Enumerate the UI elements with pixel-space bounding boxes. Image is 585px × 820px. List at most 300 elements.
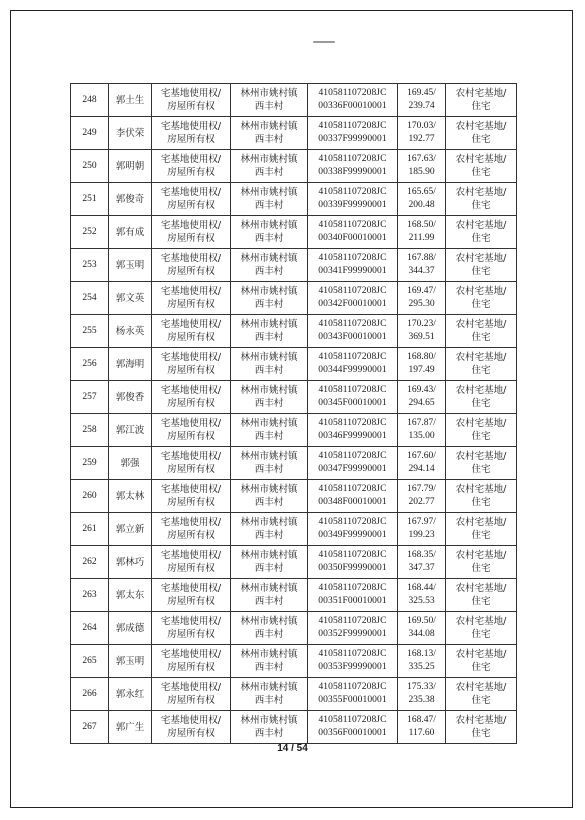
unit-code-line: 00351F00010001 — [318, 596, 387, 606]
table-row — [71, 678, 517, 711]
usage-line: 农村宅基地/ — [455, 253, 507, 264]
property-registry-table — [70, 83, 517, 744]
right-type-line: 宅基地使用权/ — [160, 649, 222, 660]
scan-mark — [313, 41, 335, 43]
unit-code-line: 00339F99990001 — [318, 200, 387, 210]
location-cell — [231, 381, 308, 414]
location-cell — [231, 216, 308, 249]
usage-line: 住宅 — [471, 233, 491, 244]
location-line: 林州市姚村镇 — [240, 88, 298, 99]
registry-table-body — [71, 84, 517, 744]
owner-name-cell: 郭立新 — [109, 513, 152, 546]
location-cell — [231, 678, 308, 711]
area-cell — [398, 117, 446, 150]
table-row — [71, 282, 517, 315]
owner-name-cell: 郭玉明 — [109, 249, 152, 282]
right-type-line: 房屋所有权 — [167, 497, 215, 508]
usage-cell — [446, 315, 517, 348]
location-cell — [231, 447, 308, 480]
area-line: 235.38 — [408, 695, 435, 705]
location-line: 林州市姚村镇 — [240, 715, 298, 726]
table-row — [71, 711, 517, 744]
area-line: 325.53 — [408, 596, 435, 606]
table-row — [71, 348, 517, 381]
usage-line: 住宅 — [471, 398, 491, 409]
row-number-cell: 251 — [71, 183, 109, 216]
unit-code-cell — [308, 447, 398, 480]
usage-line: 农村宅基地/ — [455, 121, 507, 132]
right-type-line: 宅基地使用权/ — [160, 88, 222, 99]
unit-code-cell — [308, 216, 398, 249]
location-line: 西丰村 — [254, 728, 284, 739]
right-type-line: 宅基地使用权/ — [160, 616, 222, 627]
location-line: 西丰村 — [254, 101, 284, 112]
area-line: 200.48 — [408, 200, 435, 210]
unit-code-line: 00344F99990001 — [318, 365, 387, 375]
location-cell — [231, 579, 308, 612]
location-line: 西丰村 — [254, 299, 284, 310]
right-type-cell — [152, 546, 231, 579]
right-type-line: 宅基地使用权/ — [160, 319, 222, 330]
right-type-cell — [152, 282, 231, 315]
table-row — [71, 612, 517, 645]
usage-cell — [446, 711, 517, 744]
usage-cell — [446, 117, 517, 150]
unit-code-line: 410581107208JC — [318, 517, 387, 527]
location-line: 西丰村 — [254, 695, 284, 706]
location-line: 林州市姚村镇 — [240, 286, 298, 297]
right-type-line: 房屋所有权 — [167, 728, 215, 739]
usage-line: 住宅 — [471, 101, 491, 112]
area-line: 168.50/ — [407, 220, 436, 230]
location-line: 西丰村 — [254, 464, 284, 475]
location-cell — [231, 84, 308, 117]
right-type-line: 宅基地使用权/ — [160, 220, 222, 231]
location-cell — [231, 183, 308, 216]
usage-line: 农村宅基地/ — [455, 88, 507, 99]
area-line: 239.74 — [408, 101, 435, 111]
usage-cell — [446, 216, 517, 249]
usage-line: 农村宅基地/ — [455, 319, 507, 330]
unit-code-line: 410581107208JC — [318, 220, 387, 230]
location-line: 林州市姚村镇 — [240, 484, 298, 495]
location-cell — [231, 282, 308, 315]
location-line: 西丰村 — [254, 662, 284, 673]
right-type-line: 宅基地使用权/ — [160, 517, 222, 528]
unit-code-line: 00346F99990001 — [318, 431, 387, 441]
table-row — [71, 315, 517, 348]
area-line: 369.51 — [408, 332, 435, 342]
table-row — [71, 150, 517, 183]
owner-name-cell: 郭明朝 — [109, 150, 152, 183]
area-line: 347.37 — [408, 563, 435, 573]
unit-code-cell — [308, 645, 398, 678]
usage-cell — [446, 645, 517, 678]
right-type-line: 房屋所有权 — [167, 299, 215, 310]
unit-code-line: 410581107208JC — [318, 715, 387, 725]
unit-code-cell — [308, 612, 398, 645]
location-line: 林州市姚村镇 — [240, 121, 298, 132]
usage-cell — [446, 381, 517, 414]
location-line: 林州市姚村镇 — [240, 517, 298, 528]
unit-code-line: 00349F99990001 — [318, 530, 387, 540]
location-line: 西丰村 — [254, 200, 284, 211]
table-row — [71, 414, 517, 447]
page-number — [0, 743, 585, 754]
row-number-cell: 252 — [71, 216, 109, 249]
area-line: 167.60/ — [407, 451, 436, 461]
location-line: 林州市姚村镇 — [240, 649, 298, 660]
unit-code-cell — [308, 84, 398, 117]
unit-code-line: 00355F00010001 — [318, 695, 387, 705]
location-line: 林州市姚村镇 — [240, 154, 298, 165]
right-type-line: 宅基地使用权/ — [160, 121, 222, 132]
location-line: 林州市姚村镇 — [240, 253, 298, 264]
area-line: 169.47/ — [407, 286, 436, 296]
location-cell — [231, 513, 308, 546]
owner-name-cell: 郭永红 — [109, 678, 152, 711]
usage-line: 农村宅基地/ — [455, 616, 507, 627]
area-cell — [398, 447, 446, 480]
right-type-line: 房屋所有权 — [167, 332, 215, 343]
location-line: 西丰村 — [254, 497, 284, 508]
right-type-line: 宅基地使用权/ — [160, 385, 222, 396]
right-type-line: 宅基地使用权/ — [160, 715, 222, 726]
right-type-line: 房屋所有权 — [167, 596, 215, 607]
right-type-line: 房屋所有权 — [167, 200, 215, 211]
owner-name-cell: 杨永英 — [109, 315, 152, 348]
location-line: 林州市姚村镇 — [240, 220, 298, 231]
right-type-line: 房屋所有权 — [167, 530, 215, 541]
location-line: 西丰村 — [254, 629, 284, 640]
unit-code-line: 410581107208JC — [318, 418, 387, 428]
usage-cell — [446, 447, 517, 480]
unit-code-cell — [308, 117, 398, 150]
location-line: 林州市姚村镇 — [240, 385, 298, 396]
area-cell — [398, 150, 446, 183]
location-cell — [231, 150, 308, 183]
area-cell — [398, 546, 446, 579]
unit-code-line: 00342F00010001 — [318, 299, 387, 309]
area-line: 344.08 — [408, 629, 435, 639]
right-type-line: 宅基地使用权/ — [160, 550, 222, 561]
row-number-cell: 255 — [71, 315, 109, 348]
area-line: 294.65 — [408, 398, 435, 408]
right-type-line: 房屋所有权 — [167, 365, 215, 376]
right-type-cell — [152, 414, 231, 447]
usage-cell — [446, 513, 517, 546]
unit-code-line: 00337F99990001 — [318, 134, 387, 144]
right-type-line: 房屋所有权 — [167, 266, 215, 277]
row-number-cell: 254 — [71, 282, 109, 315]
location-line: 西丰村 — [254, 233, 284, 244]
table-row — [71, 513, 517, 546]
unit-code-line: 410581107208JC — [318, 154, 387, 164]
unit-code-cell — [308, 150, 398, 183]
right-type-cell — [152, 348, 231, 381]
table-row — [71, 447, 517, 480]
right-type-line: 房屋所有权 — [167, 431, 215, 442]
unit-code-line: 410581107208JC — [318, 451, 387, 461]
area-line: 197.49 — [408, 365, 435, 375]
location-line: 西丰村 — [254, 398, 284, 409]
usage-line: 住宅 — [471, 365, 491, 376]
usage-line: 农村宅基地/ — [455, 418, 507, 429]
usage-line: 农村宅基地/ — [455, 286, 507, 297]
right-type-cell — [152, 381, 231, 414]
area-line: 168.13/ — [407, 649, 436, 659]
table-row — [71, 480, 517, 513]
row-number-cell: 265 — [71, 645, 109, 678]
area-cell — [398, 381, 446, 414]
right-type-cell — [152, 513, 231, 546]
right-type-cell — [152, 249, 231, 282]
page-separator: / — [288, 743, 297, 754]
right-type-line: 房屋所有权 — [167, 563, 215, 574]
row-number-cell: 261 — [71, 513, 109, 546]
unit-code-line: 410581107208JC — [318, 352, 387, 362]
area-line: 167.63/ — [407, 154, 436, 164]
area-line: 117.60 — [408, 728, 435, 738]
location-cell — [231, 612, 308, 645]
unit-code-line: 410581107208JC — [318, 253, 387, 263]
location-line: 西丰村 — [254, 530, 284, 541]
row-number-cell: 259 — [71, 447, 109, 480]
owner-name-cell: 李伏荣 — [109, 117, 152, 150]
location-line: 林州市姚村镇 — [240, 187, 298, 198]
location-line: 西丰村 — [254, 431, 284, 442]
location-line: 西丰村 — [254, 167, 284, 178]
area-cell — [398, 612, 446, 645]
usage-line: 住宅 — [471, 332, 491, 343]
unit-code-cell — [308, 513, 398, 546]
usage-line: 农村宅基地/ — [455, 352, 507, 363]
row-number-cell: 262 — [71, 546, 109, 579]
area-cell — [398, 579, 446, 612]
owner-name-cell: 郭太东 — [109, 579, 152, 612]
usage-line: 住宅 — [471, 497, 491, 508]
right-type-line: 房屋所有权 — [167, 134, 215, 145]
right-type-line: 房屋所有权 — [167, 167, 215, 178]
table-row — [71, 216, 517, 249]
unit-code-line: 410581107208JC — [318, 484, 387, 494]
right-type-line: 房屋所有权 — [167, 464, 215, 475]
unit-code-line: 00347F99990001 — [318, 464, 387, 474]
usage-line: 农村宅基地/ — [455, 451, 507, 462]
usage-cell — [446, 612, 517, 645]
right-type-line: 房屋所有权 — [167, 695, 215, 706]
usage-line: 住宅 — [471, 134, 491, 145]
owner-name-cell: 郭俊奇 — [109, 183, 152, 216]
location-line: 林州市姚村镇 — [240, 418, 298, 429]
unit-code-line: 410581107208JC — [318, 385, 387, 395]
area-line: 169.43/ — [407, 385, 436, 395]
unit-code-line: 00352F99990001 — [318, 629, 387, 639]
right-type-line: 宅基地使用权/ — [160, 682, 222, 693]
area-line: 167.97/ — [407, 517, 436, 527]
unit-code-cell — [308, 414, 398, 447]
right-type-line: 宅基地使用权/ — [160, 154, 222, 165]
right-type-cell — [152, 84, 231, 117]
area-cell — [398, 348, 446, 381]
unit-code-cell — [308, 381, 398, 414]
right-type-cell — [152, 480, 231, 513]
unit-code-line: 00338F99990001 — [318, 167, 387, 177]
unit-code-line: 410581107208JC — [318, 319, 387, 329]
row-number-cell: 257 — [71, 381, 109, 414]
usage-line: 农村宅基地/ — [455, 682, 507, 693]
usage-cell — [446, 282, 517, 315]
usage-cell — [446, 546, 517, 579]
unit-code-line: 00348F00010001 — [318, 497, 387, 507]
unit-code-line: 410581107208JC — [318, 583, 387, 593]
usage-line: 住宅 — [471, 464, 491, 475]
row-number-cell: 267 — [71, 711, 109, 744]
area-cell — [398, 282, 446, 315]
usage-line: 住宅 — [471, 200, 491, 211]
usage-cell — [446, 348, 517, 381]
table-row — [71, 183, 517, 216]
owner-name-cell: 郭玉明 — [109, 645, 152, 678]
usage-line: 农村宅基地/ — [455, 154, 507, 165]
location-line: 西丰村 — [254, 332, 284, 343]
unit-code-cell — [308, 711, 398, 744]
table-row — [71, 381, 517, 414]
right-type-line: 房屋所有权 — [167, 101, 215, 112]
usage-line: 农村宅基地/ — [455, 220, 507, 231]
right-type-cell — [152, 183, 231, 216]
area-line: 202.77 — [408, 497, 435, 507]
location-cell — [231, 480, 308, 513]
owner-name-cell: 郭成德 — [109, 612, 152, 645]
area-line: 135.00 — [408, 431, 435, 441]
right-type-line: 宅基地使用权/ — [160, 253, 222, 264]
table-row — [71, 546, 517, 579]
unit-code-line: 00336F00010001 — [318, 101, 387, 111]
usage-line: 住宅 — [471, 695, 491, 706]
unit-code-line: 00350F99990001 — [318, 563, 387, 573]
unit-code-line: 410581107208JC — [318, 121, 387, 131]
usage-cell — [446, 150, 517, 183]
area-line: 168.35/ — [407, 550, 436, 560]
location-line: 林州市姚村镇 — [240, 550, 298, 561]
location-line: 林州市姚村镇 — [240, 451, 298, 462]
usage-line: 住宅 — [471, 299, 491, 310]
right-type-cell — [152, 678, 231, 711]
right-type-cell — [152, 711, 231, 744]
area-line: 199.23 — [408, 530, 435, 540]
area-line: 167.87/ — [407, 418, 436, 428]
right-type-line: 宅基地使用权/ — [160, 583, 222, 594]
usage-line: 住宅 — [471, 563, 491, 574]
owner-name-cell: 郭广生 — [109, 711, 152, 744]
area-line: 175.33/ — [407, 682, 436, 692]
unit-code-line: 410581107208JC — [318, 682, 387, 692]
location-cell — [231, 645, 308, 678]
right-type-line: 宅基地使用权/ — [160, 187, 222, 198]
area-line: 168.47/ — [407, 715, 436, 725]
unit-code-line: 00343F00010001 — [318, 332, 387, 342]
area-line: 170.23/ — [407, 319, 436, 329]
owner-name-cell: 郭林巧 — [109, 546, 152, 579]
right-type-line: 宅基地使用权/ — [160, 418, 222, 429]
unit-code-line: 410581107208JC — [318, 187, 387, 197]
location-cell — [231, 249, 308, 282]
right-type-line: 房屋所有权 — [167, 233, 215, 244]
usage-line: 住宅 — [471, 266, 491, 277]
unit-code-cell — [308, 480, 398, 513]
location-line: 林州市姚村镇 — [240, 583, 298, 594]
owner-name-cell: 郭海明 — [109, 348, 152, 381]
usage-cell — [446, 249, 517, 282]
unit-code-line: 00341F99990001 — [318, 266, 387, 276]
area-line: 344.37 — [408, 266, 435, 276]
usage-line: 农村宅基地/ — [455, 715, 507, 726]
usage-line: 住宅 — [471, 431, 491, 442]
usage-cell — [446, 414, 517, 447]
unit-code-cell — [308, 282, 398, 315]
location-cell — [231, 711, 308, 744]
owner-name-cell: 郭强 — [109, 447, 152, 480]
usage-line: 农村宅基地/ — [455, 649, 507, 660]
table-row — [71, 249, 517, 282]
right-type-line: 宅基地使用权/ — [160, 484, 222, 495]
usage-line: 住宅 — [471, 629, 491, 640]
right-type-line: 宅基地使用权/ — [160, 352, 222, 363]
row-number-cell: 263 — [71, 579, 109, 612]
usage-cell — [446, 579, 517, 612]
right-type-cell — [152, 315, 231, 348]
row-number-cell: 249 — [71, 117, 109, 150]
unit-code-line: 410581107208JC — [318, 649, 387, 659]
unit-code-cell — [308, 579, 398, 612]
unit-code-line: 410581107208JC — [318, 88, 387, 98]
unit-code-cell — [308, 315, 398, 348]
table-row — [71, 84, 517, 117]
area-line: 168.44/ — [407, 583, 436, 593]
table-row — [71, 579, 517, 612]
owner-name-cell: 郭文英 — [109, 282, 152, 315]
unit-code-line: 410581107208JC — [318, 616, 387, 626]
location-line: 林州市姚村镇 — [240, 352, 298, 363]
area-cell — [398, 183, 446, 216]
location-line: 林州市姚村镇 — [240, 682, 298, 693]
area-cell — [398, 414, 446, 447]
right-type-cell — [152, 216, 231, 249]
location-line: 林州市姚村镇 — [240, 319, 298, 330]
usage-line: 农村宅基地/ — [455, 517, 507, 528]
usage-line: 农村宅基地/ — [455, 484, 507, 495]
owner-name-cell: 郭江波 — [109, 414, 152, 447]
usage-cell — [446, 480, 517, 513]
location-cell — [231, 117, 308, 150]
location-line: 西丰村 — [254, 266, 284, 277]
right-type-cell — [152, 117, 231, 150]
area-cell — [398, 711, 446, 744]
right-type-line: 宅基地使用权/ — [160, 451, 222, 462]
area-line: 167.79/ — [407, 484, 436, 494]
owner-name-cell: 郭俊香 — [109, 381, 152, 414]
unit-code-cell — [308, 546, 398, 579]
area-cell — [398, 513, 446, 546]
row-number-cell: 248 — [71, 84, 109, 117]
unit-code-line: 00356F00010001 — [318, 728, 387, 738]
row-number-cell: 250 — [71, 150, 109, 183]
right-type-line: 房屋所有权 — [167, 629, 215, 640]
area-line: 192.77 — [408, 134, 435, 144]
row-number-cell: 260 — [71, 480, 109, 513]
area-line: 169.45/ — [407, 88, 436, 98]
